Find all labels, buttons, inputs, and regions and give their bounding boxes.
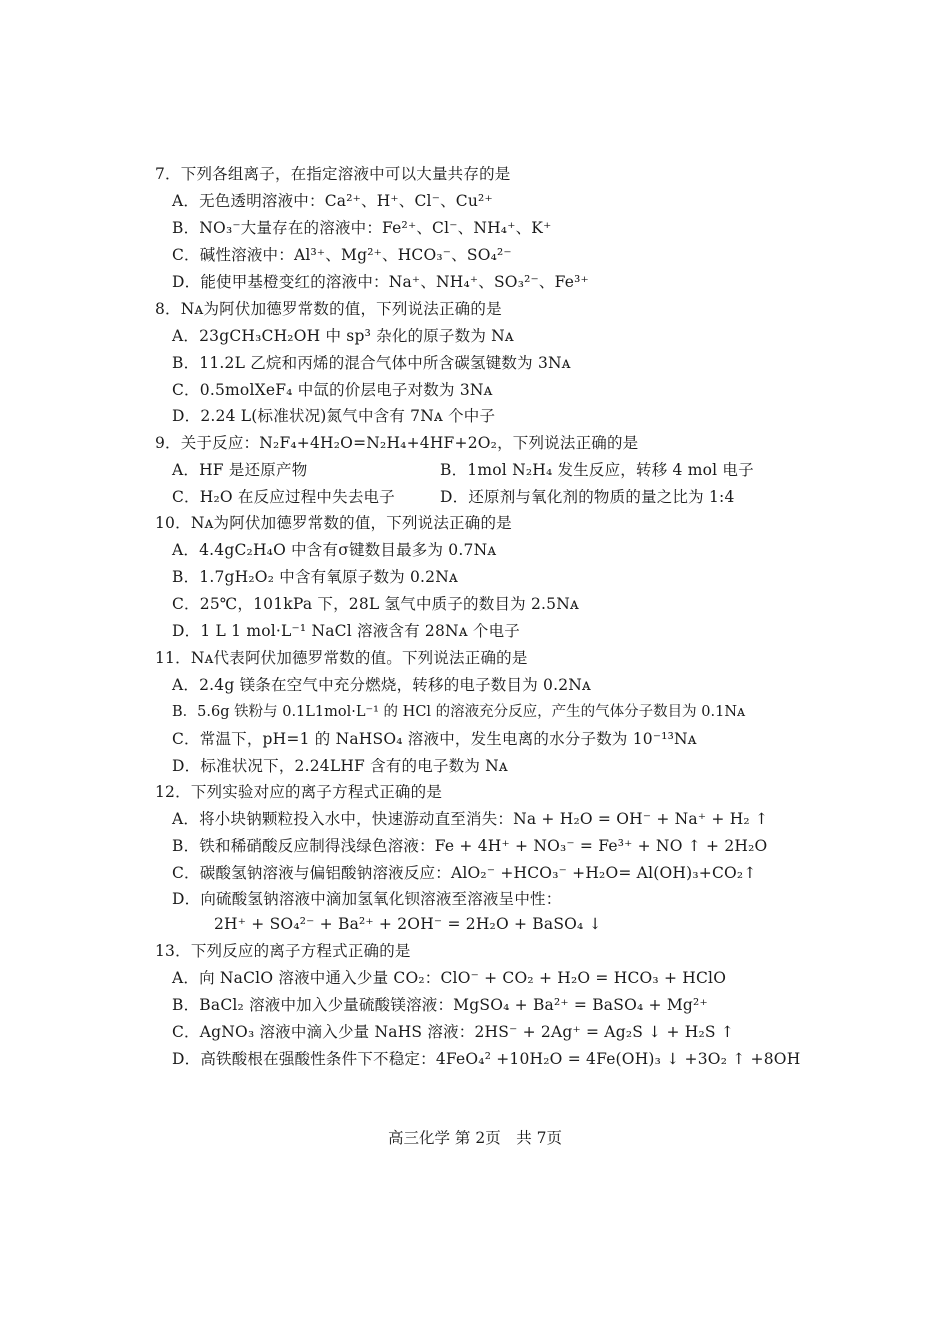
question-7-option-b: B．NO₃⁻大量存在的溶液中：Fe²⁺、Cl⁻、NH₄⁺、K⁺ [172,219,552,237]
question-11-stem: 11．Nᴀ代表阿伏加德罗常数的值。下列说法正确的是 [155,649,528,667]
question-9-stem: 9．关于反应：N₂F₄+4H₂O=N₂H₄+4HF+2O₂，下列说法正确的是 [155,434,639,452]
question-12-option-b: B．铁和稀硝酸反应制得浅绿色溶液：Fe + 4H⁺ + NO₃⁻ = Fe³⁺ + NO ↑ + 2H₂O [172,837,768,855]
question-9-option-a: A．HF 是还原产物 [172,461,308,479]
question-7-option-d: D．能使甲基橙变红的溶液中：Na⁺、NH₄⁺、SO₃²⁻、Fe³⁺ [172,273,589,291]
page-footer: 高三化学 第 2页 共 7页 [387,1129,562,1147]
question-11-option-a: A．2.4g 镁条在空气中充分燃烧，转移的电子数目为 0.2Nᴀ [172,676,591,694]
question-13-option-d: D．高铁酸根在强酸性条件下不稳定：4FeO₄² +10H₂O = 4Fe(OH)₃ ↓ +3O₂ ↑ +8OH [172,1050,801,1068]
question-12-option-c: C．碳酸氢钠溶液与偏铝酸钠溶液反应：AlO₂⁻ +HCO₃⁻ +H₂O= Al(OH)₃+CO₂↑ [172,864,757,882]
question-10-option-a: A．4.4gC₂H₄O 中含有σ键数目最多为 0.7Nᴀ [172,541,497,559]
question-12-option-d-equation: 2H⁺ + SO₄²⁻ + Ba²⁺ + 2OH⁻ = 2H₂O + BaSO₄ ↓ [214,915,602,933]
question-12-option-d: D．向硫酸氢钠溶液中滴加氢氧化钡溶液至溶液呈中性： [172,890,562,908]
question-13-option-a: A．向 NaClO 溶液中通入少量 CO₂：ClO⁻ + CO₂ + H₂O = HCO₃ + HClO [172,969,727,987]
question-9-option-c: C．H₂O 在反应过程中失去电子 [172,488,395,506]
question-7-stem: 7．下列各组离子，在指定溶液中可以大量共存的是 [155,165,511,183]
question-10-stem: 10．Nᴀ为阿伏加德罗常数的值，下列说法正确的是 [155,514,512,532]
question-11-option-d: D．标准状况下，2.24LHF 含有的电子数为 Nᴀ [172,757,508,775]
question-7-option-c: C．碱性溶液中：Al³⁺、Mg²⁺、HCO₃⁻、SO₄²⁻ [172,246,512,264]
question-13-option-c: C．AgNO₃ 溶液中滴入少量 NaHS 溶液：2HS⁻ + 2Ag⁺ = Ag₂S ↓ + H₂S ↑ [172,1023,735,1041]
question-8-option-b: B．11.2L 乙烷和丙烯的混合气体中所含碳氢键数为 3Nᴀ [172,354,571,372]
question-12-option-a: A．将小块钠颗粒投入水中，快速游动直至消失：Na + H₂O = OH⁻ + Na⁺ + H₂ ↑ [172,810,769,828]
question-8-option-a: A．23gCH₃CH₂OH 中 sp³ 杂化的原子数为 Nᴀ [172,327,514,345]
question-11-option-b: B．5.6g 铁粉与 0.1L1mol·L⁻¹ 的 HCl 的溶液充分反应，产生的气体分子数目为 0.1Nᴀ [172,704,746,720]
question-8-option-c: C．0.5molXeF₄ 中氙的价层电子对数为 3Nᴀ [172,381,493,399]
question-8-stem: 8．Nᴀ为阿伏加德罗常数的值，下列说法正确的是 [155,300,502,318]
question-11-option-c: C．常温下，pH=1 的 NaHSO₄ 溶液中，发生电离的水分子数为 10⁻¹³Nᴀ [172,730,697,748]
question-13-stem: 13．下列反应的离子方程式正确的是 [155,942,411,960]
question-9-option-b: B．1mol N₂H₄ 发生反应，转移 4 mol 电子 [440,461,754,479]
question-12-stem: 12．下列实验对应的离子方程式正确的是 [155,783,443,801]
question-8-option-d: D．2.24 L(标准状况)氮气中含有 7Nᴀ 个中子 [172,407,496,425]
question-10-option-d: D．1 L 1 mol·L⁻¹ NaCl 溶液含有 28Nᴀ 个电子 [172,622,520,640]
question-9-option-d: D．还原剂与氧化剂的物质的量之比为 1:4 [440,488,735,506]
question-10-option-b: B．1.7gH₂O₂ 中含有氧原子数为 0.2Nᴀ [172,568,458,586]
question-10-option-c: C．25℃，101kPa 下，28L 氢气中质子的数目为 2.5Nᴀ [172,595,579,613]
question-7-option-a: A．无色透明溶液中：Ca²⁺、H⁺、Cl⁻、Cu²⁺ [172,192,493,210]
question-13-option-b: B．BaCl₂ 溶液中加入少量硫酸镁溶液：MgSO₄ + Ba²⁺ = BaSO₄ + Mg²⁺ [172,996,708,1014]
